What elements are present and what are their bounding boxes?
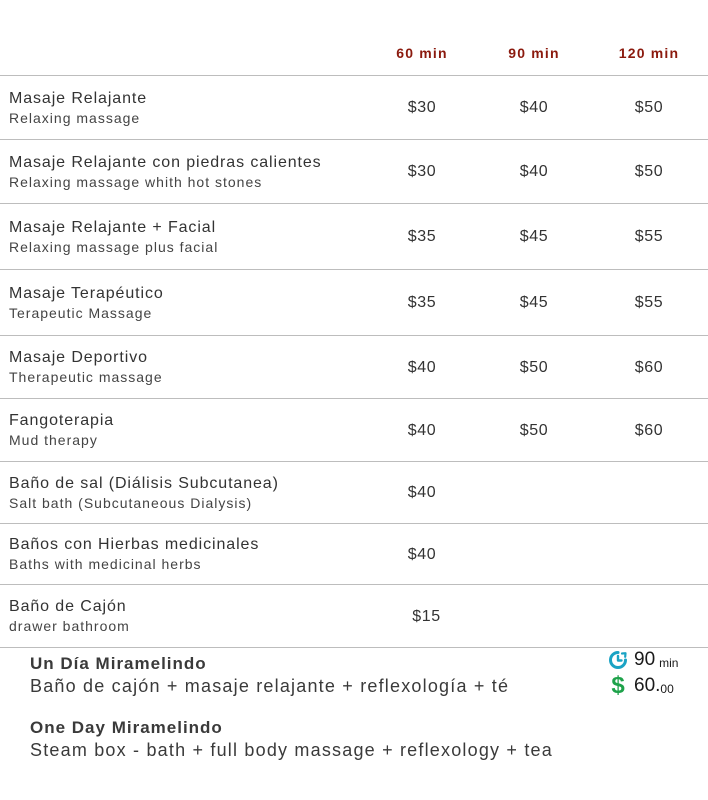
price-main: 60. xyxy=(634,675,661,696)
price-90: $45 xyxy=(478,204,590,270)
service-name-es: Masaje Relajante + Facial xyxy=(9,218,217,236)
service-name-en: Baths with medicinal herbs xyxy=(9,556,202,572)
price-120: $60 xyxy=(590,336,708,399)
table-row xyxy=(0,336,708,399)
service-name-en: drawer bathroom xyxy=(9,618,130,634)
table-row xyxy=(0,462,708,524)
price-120: $50 xyxy=(590,76,708,140)
service-name-cell xyxy=(0,140,366,204)
price-120: $55 xyxy=(590,270,708,336)
service-name-en: Relaxing massage xyxy=(9,109,141,126)
service-name-cell xyxy=(0,336,366,399)
price-90: $40 xyxy=(478,140,590,204)
price-120 xyxy=(590,462,708,524)
promo-es xyxy=(30,653,509,697)
service-name-en: Mud therapy xyxy=(9,432,98,448)
price-90 xyxy=(478,462,590,524)
service-name-es: Masaje Relajante con piedras calientes xyxy=(9,153,322,171)
price-120 xyxy=(590,524,708,585)
price-60: $30 xyxy=(366,76,478,140)
service-name-en: Therapeutic massage xyxy=(9,369,163,385)
table-row xyxy=(0,399,708,462)
service-name-es: Masaje Deportivo xyxy=(9,349,148,366)
service-name-es: Baño de Cajón xyxy=(9,598,127,615)
header-60-min: 60 min xyxy=(366,0,478,76)
service-name-es: Baños con Hierbas medicinales xyxy=(9,536,260,553)
dollar-icon: $ xyxy=(611,672,625,699)
promo-title-en: One Day Miramelindo xyxy=(30,718,223,737)
service-name-en: Relaxing massage whith hot stones xyxy=(9,173,263,190)
price-60: $40 xyxy=(366,336,478,399)
promo-meta xyxy=(608,647,704,699)
table-row xyxy=(0,524,708,585)
duration-value: 90 xyxy=(634,649,656,670)
service-name-en: Terapeutic Massage xyxy=(9,304,153,321)
price-60: $35 xyxy=(366,270,478,336)
promo-section xyxy=(0,627,708,800)
service-name-es: Baño de sal (Diálisis Subcutanea) xyxy=(9,474,279,492)
service-name-es: Masaje Relajante xyxy=(9,89,148,107)
price-60: $40 xyxy=(366,399,478,462)
table-row xyxy=(0,204,708,270)
promo-desc-es: Baño de cajón + masaje relajante + reflexología + té xyxy=(30,676,510,696)
price-60: $40 xyxy=(366,524,478,585)
table-row xyxy=(0,76,708,140)
price-90: $50 xyxy=(478,399,590,462)
clock-icon xyxy=(608,650,628,670)
header-90-min: 90 min xyxy=(478,0,590,76)
price-90: $45 xyxy=(478,270,590,336)
service-name-es: Fangoterapia xyxy=(9,412,115,429)
promo-en xyxy=(30,717,553,761)
table-row xyxy=(0,270,708,336)
service-name-cell xyxy=(0,524,366,585)
price-120: $60 xyxy=(590,399,708,462)
header-empty xyxy=(0,0,366,76)
price-60: $15 xyxy=(366,585,478,648)
price-120: $50 xyxy=(590,140,708,204)
service-name-en: Salt bath (Subcutaneous Dialysis) xyxy=(9,494,253,511)
price-90: $50 xyxy=(478,336,590,399)
service-name-cell xyxy=(0,399,366,462)
promo-desc-en: Steam box - bath + full body massage + reflexology + tea xyxy=(30,740,553,760)
duration-unit: min xyxy=(659,655,679,670)
service-name-cell xyxy=(0,76,366,140)
service-name-en: Relaxing massage plus facial xyxy=(9,238,219,255)
price-120: $55 xyxy=(590,204,708,270)
table-row xyxy=(0,140,708,204)
price-60: $35 xyxy=(366,204,478,270)
price-60: $40 xyxy=(366,462,478,524)
header-row xyxy=(0,0,708,76)
price-90: $40 xyxy=(478,76,590,140)
promo-duration xyxy=(608,647,704,673)
price-cents: 00 xyxy=(660,681,674,696)
price-90 xyxy=(478,524,590,585)
service-name-cell xyxy=(0,462,366,524)
promo-title-es: Un Día Miramelindo xyxy=(30,654,207,673)
service-name-cell xyxy=(0,270,366,336)
service-name-cell xyxy=(0,204,366,270)
header-120-min: 120 min xyxy=(590,0,708,76)
price-60: $30 xyxy=(366,140,478,204)
promo-price xyxy=(608,673,704,699)
service-name-es: Masaje Terapéutico xyxy=(9,284,164,302)
